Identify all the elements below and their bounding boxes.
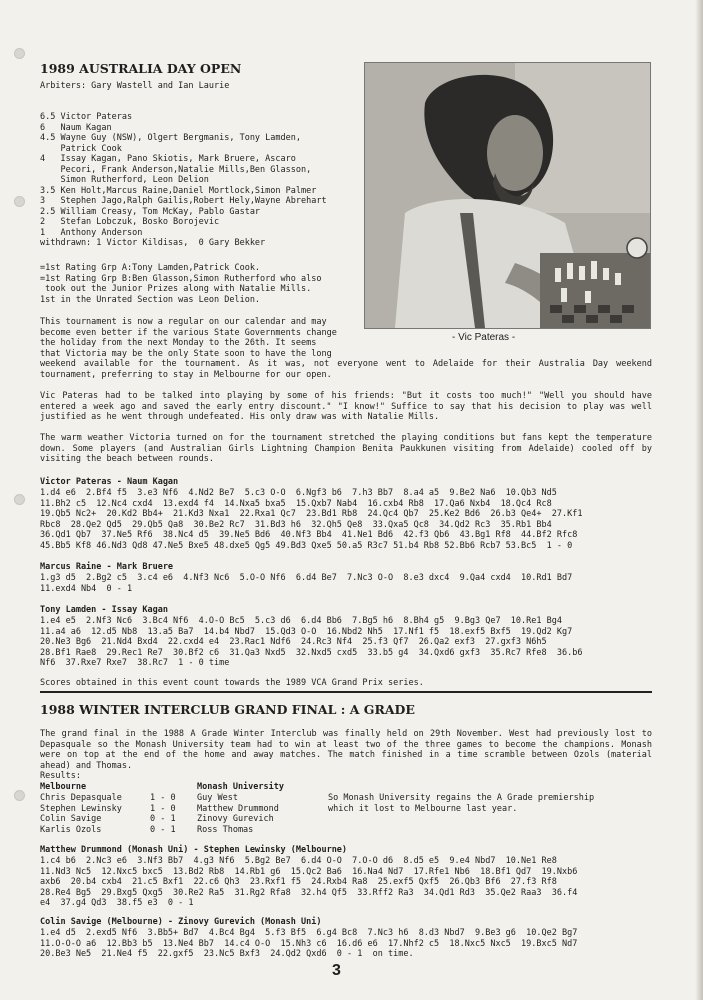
section-divider (40, 691, 652, 693)
punch-hole (14, 196, 25, 207)
game-heading: Matthew Drummond (Monash Uni) - Stephen Lewinsky (Melbourne) (40, 845, 348, 855)
intro-paragraph-narrow: This tournament is now a regular on our calendar and may become even better if the various State Governments change the holiday from the next Monday to the 26th. It seems that Victoria may be the only State soon to have the long (40, 317, 337, 359)
players-left: Chris Depasquale Stephen Lewinsky Colin Savige Karlis Ozols (40, 793, 122, 835)
team-right: Monash University (197, 782, 284, 792)
players-right: Guy West Matthew Drummond Zinovy Gurevich Ross Thomas (197, 793, 279, 835)
punch-hole (14, 790, 25, 801)
punch-hole (14, 494, 25, 505)
game-moves: 1.e4 d5 2.exd5 Nf6 3.Bb5+ Bd7 4.Bc4 Bg4 5.f3 Bf5 6.g4 Bc8 7.Nc3 h6 8.d3 Nbd7 9.Be3 g6 10.Qe2 Bg7 11.O-O-O a6 12.Bb3 b5 13.Ne4 Bb7 14.c4 O-O 15.Nh3 c6 16.d6 e6 17.Nhf2 c5 18.Nxc5 Nxc5 19.Bxc5 Nd7 20.Be3 Ne5 21.Ne4 f5 22.gxf5 23.Nc5 Bxf3 24.Qd2 Qxd6 0 - 1 on time. (40, 928, 578, 959)
article-title: 1989 AUSTRALIA DAY OPEN (40, 61, 242, 76)
premiership-summary: So Monash University regains the A Grade premiership which it lost to Melbourne last year. (328, 793, 595, 814)
photo-caption: - Vic Pateras - (452, 332, 516, 343)
arbiters-line: Arbiters: Gary Wastell and Ian Laurie (40, 81, 230, 91)
player-photo (364, 62, 651, 329)
game-moves: 1.e4 e5 2.Nf3 Nc6 3.Bc4 Nf6 4.O-O Bc5 5.c3 d6 6.d4 Bb6 7.Bg5 h6 8.Bh4 g5 9.Bg3 Qe7 10.Re1 Bg4 11.a4 a6 12.d5 Nb8 13.a5 Ba7 14.b4 Nbd7 15.Qd3 O-O 16.Nbd2 Nh5 17.Nf1 f5 18.exf5 Bxf5 19.Qd2 Kg7 20.Ne3 Bg6 21.Nd4 Bxd4 22.cxd4 e4 23.Rac1 Ndf6 24.Rc3 Nf4 25.f3 Qf7 26.Qa2 exf3 27.gxf3 N6h5 28.Bf1 Rae8 29.Rec1 Re7 30.Bf2 c6 31.Qa3 Nxd5 32.Nxd5 cxd5 33.b5 g4 34.Qxd6 gxf3 35.Rc7 Rfe8 36.b6 Nf6 37.Rxe7 Rxe7 38.Rc7 1 - 0 time (40, 616, 583, 668)
game-heading: Colin Savige (Melbourne) - Zinovy Gurevich (Monash Uni) (40, 917, 322, 927)
game-moves: 1.d4 e6 2.Bf4 f5 3.e3 Nf6 4.Nd2 Be7 5.c3 O-O 6.Ngf3 b6 7.h3 Bb7 8.a4 a5 9.Be2 Na6 10.Qb3 Nd5 11.Bh2 c5 12.Nc4 cxd4 13.exd4 f4 14.Nxa5 bxa5 15.Qxb7 Nab4 16.cxb4 Rb8 17.Qa6 Nxb4 18.Qc4 Rc8 19.Qb5 Nc2+ 20.Kd2 Bb4+ 21.Kd3 Nxa1 22.Rxa1 Qc7 23.Bd1 Rb8 24.Qc4 Qb7 25.Ke2 Bd6 26.b3 Qe4+ 27.Kf1 Rbc8 28.Qe2 Qd5 29.Qb5 Qa8 30.Be2 Rc7 31.Bd3 h6 32.Qh5 Qe8 33.Qxa5 Qc8 34.Qd2 Rc3 35.Rb1 Bb4 36.Qd1 Qb7 37.Ne5 Rf6 38.Nc4 d5 39.Ne5 Bd6 40.Nf3 Bb4 41.Ne1 Bd6 42.f3 Qb6 43.Bg1 Rf8 44.Bf2 Rfc8 45.Bb5 Kf8 46.Nd3 Qd8 47.Ne5 Bxe5 48.dxe5 Qg5 49.Bd3 Qxe5 50.a5 R3c7 51.b4 Rb8 52.Bb6 Rcb7 53.Bc5 1 - 0 (40, 488, 583, 551)
grand-prix-note: Scores obtained in this event count towards the 1989 VCA Grand Prix series. (40, 678, 424, 688)
team-left: Melbourne (40, 782, 87, 792)
paragraph-three: The warm weather Victoria turned on for the tournament stretched the playing conditions but fans kept the temperature down. Some players (and Australian Girls Lightning Champion Benita Paukkunen visiting from Adelaide) cooled off by visiting the beach between rounds. (40, 433, 652, 464)
intro-paragraph-wide: weekend available for the tournament. As it was, not everyone went to Adelaide for their Australia Day weekend tournament, preferring to stay in Melbourne for our open. (40, 359, 652, 380)
rating-prizes: =1st Rating Grp A:Tony Lamden,Patrick Cook. =1st Rating Grp B:Ben Glasson,Simon Rutherford who also took out the Junior Prizes along with Natalie Mills. 1st in the Unrated Section was Leon Delion. (40, 263, 322, 305)
paragraph-two: Vic Pateras had to be talked into playing by some of his friends: "But it costs too much!" "Well you should have entered a week ago and saved the early entry discount." "I know!" Suffice to say that his decision to play was well justified as he went through undefeated. His only draw was with Natalie Mills. (40, 391, 652, 422)
results-label: Results: (40, 771, 81, 781)
page-edge (695, 0, 703, 1000)
player-photo-illustration (365, 63, 650, 328)
binder-holes (14, 0, 24, 1000)
game-heading: Marcus Raine - Mark Bruere (40, 562, 174, 572)
interclub-intro: The grand final in the 1988 A Grade Winter Interclub was finally held on 29th November. West had previously lost to Depasquale so the Monash University team had to win at least two of the three games to become the champions. Monash were on top at the end of the home and away matches. The match finished in a time scramble between Ozols (material ahead) and Thomas. (40, 729, 652, 771)
game-moves: 1.c4 b6 2.Nc3 e6 3.Nf3 Bb7 4.g3 Nf6 5.Bg2 Be7 6.d4 O-O 7.O-O d6 8.d5 e5 9.e4 Nbd7 10.Ne1 Re8 11.Nd3 Nc5 12.Nxc5 bxc5 13.Bd2 Rb8 14.Rb1 g6 15.Qc2 Ba6 16.Na4 Nd7 17.Rfe1 Nb6 18.Bf1 Qd7 19.Nxb6 axb6 20.b4 cxb4 21.c5 Bxf1 22.c6 Qh3 23.Rxf1 f5 24.Rxb4 Ra8 25.exf5 Qxf5 26.Qb3 Bf6 27.f3 Rf8 28.Re4 Bg5 29.Bxg5 Qxg5 30.Re2 Ra5 31.Rg2 Rfa8 32.h4 Qf5 33.Rff2 Ra3 34.Qd1 Rd3 35.Qe2 Raa3 36.f4 e4 37.g4 Qd3 38.f5 e3 0 - 1 (40, 856, 578, 908)
game-heading: Tony Lamden - Issay Kagan (40, 605, 168, 615)
game-moves: 1.g3 d5 2.Bg2 c5 3.c4 e6 4.Nf3 Nc6 5.O-O Nf6 6.d4 Be7 7.Nc3 O-O 8.e3 dxc4 9.Qa4 cxd4 10.Rd1 Bd7 11.exd4 Nb4 0 - 1 (40, 573, 573, 594)
game-heading: Victor Pateras - Naum Kagan (40, 477, 179, 487)
results-list: 6.5 Victor Pateras 6 Naum Kagan 4.5 Wayne Guy (NSW), Olgert Bergmanis, Tony Lamden, Patrick Cook 4 Issay Kagan, Pano Skiotis, Mark Bruere, Ascaro Pecori, Frank Anderson,Natalie Mills,Ben Glasson, Simon Rutherford, Leon Delion 3.5 Ken Holt,Marcus Raine,Daniel Mortlock,Simon Palmer 3 Stephen Jago,Ralph Gailis,Robert Hely,Wayne Abrehart 2.5 William Creasy, Tom McKay, Pablo Gastar 2 Stefan Lobczuk, Bosko Borojevic 1 Anthony Anderson withdrawn: 1 Victor Kildisas, 0 Gary Bekker (40, 112, 327, 248)
punch-hole (14, 48, 25, 59)
match-scores: 1 - 0 1 - 0 0 - 1 0 - 1 (150, 793, 176, 835)
article-title: 1988 WINTER INTERCLUB GRAND FINAL : A GRADE (40, 702, 415, 717)
page-number: 3 (332, 962, 341, 979)
